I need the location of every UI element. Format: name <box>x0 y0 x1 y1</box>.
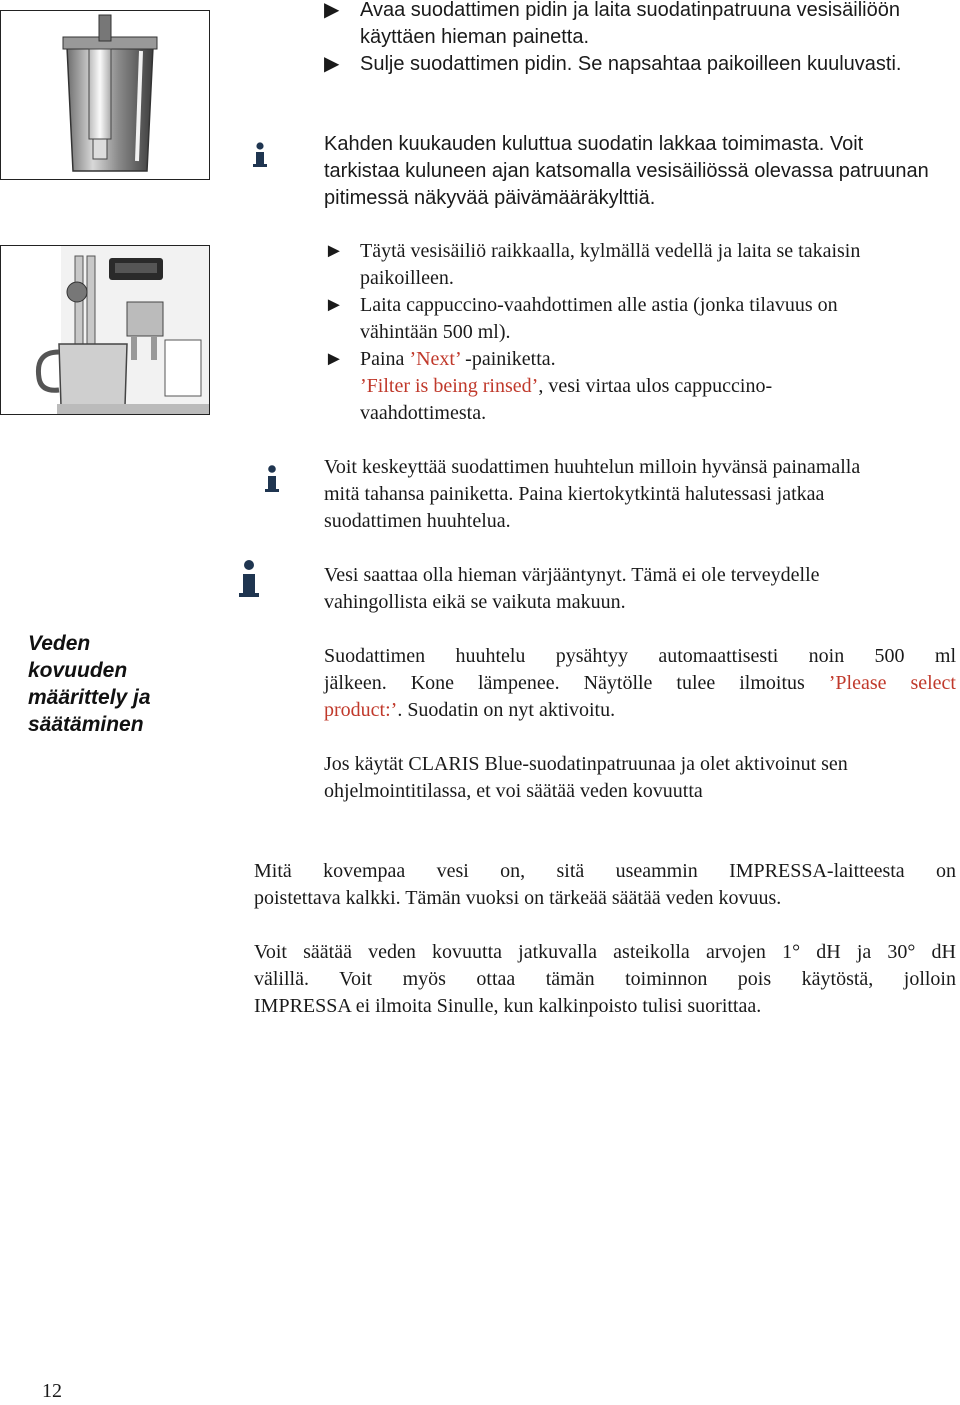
paragraph-line: ohjelmointitilassa, et voi säätää veden kovuutta <box>324 780 703 802</box>
water-tank-filter-image <box>0 10 210 180</box>
rinse-end-paragraph <box>324 643 956 724</box>
coffee-machine-jug-image <box>0 245 210 415</box>
info-icon <box>238 560 260 598</box>
display-message-select: ’Please select <box>828 672 956 694</box>
info-line: Kahden kuukauden kuluttua suodatin lakkaa toimimasta. Voit <box>324 133 864 155</box>
step-text-line: paikoilleen. <box>360 267 454 289</box>
info-icon <box>264 465 280 493</box>
display-message-next: ’Next’ <box>409 348 461 370</box>
step-text-line: käyttäen hieman painetta. <box>360 26 590 48</box>
section-heading <box>28 630 228 738</box>
step-text-line: Täytä vesisäiliö raikkaalla, kylmällä vedellä ja laita se takaisin <box>360 240 861 262</box>
heading-line: määrittely ja <box>28 686 151 709</box>
paragraph-line: Voit säätää veden kovuutta jatkuvalla asteikolla arvojen 1° dH ja 30° dH <box>254 941 956 963</box>
water-tank-illustration <box>1 11 209 179</box>
play-triangle-icon: ▶ <box>324 0 340 21</box>
step-text-line: Avaa suodattimen pidin ja laita suodatinpatruuna vesisäiliöön <box>360 0 900 21</box>
step-insert-filter <box>324 0 954 51</box>
play-triangle-icon: ► <box>324 348 344 370</box>
text-segment: . Suodatin on nyt aktivoitu. <box>397 699 616 721</box>
paragraph-line: poistettava kalkki. Tämän vuoksi on tärkeää säätää veden kovuus. <box>254 887 782 909</box>
heading-line: Veden <box>28 632 91 655</box>
heading-line: säätäminen <box>28 713 144 736</box>
step-text-line <box>360 346 954 373</box>
info-line: tarkistaa kuluneen ajan katsomalla vesisäiliössä olevassa patruunan <box>324 160 929 182</box>
info-line: Vesi saattaa olla hieman värjääntynyt. Tämä ei ole terveydelle <box>324 564 820 586</box>
paragraph-line <box>324 697 956 724</box>
hardness-range-paragraph <box>254 939 956 1020</box>
info-interrupt-rinse <box>324 454 960 535</box>
info-line: pitimessä näkyvää päivämääräkylttiä. <box>324 187 656 209</box>
info-water-color <box>324 562 960 616</box>
step-text-line: vaahdottimesta. <box>360 402 487 424</box>
paragraph-line: Jos käytät CLARIS Blue-suodatinpatruunaa ja olet aktivoinut sen <box>324 753 848 775</box>
paragraph-line: Mitä kovempaa vesi on, sitä useammin IMPRESSA-laitteesta on <box>254 860 956 882</box>
page-number: 12 <box>42 1380 62 1402</box>
info-line: mitä tahansa painiketta. Paina kiertokytkintä halutessasi jatkaa <box>324 483 825 505</box>
step-place-container <box>324 292 954 346</box>
paragraph-line <box>324 670 956 697</box>
filter-rinse-steps <box>324 238 954 427</box>
text-segment: -painiketta. <box>460 348 556 370</box>
paragraph-line: välillä. Voit myös ottaa tämän toiminnon pois käytöstä, jolloin <box>254 968 956 990</box>
text-segment: jälkeen. Kone lämpenee. Näytölle tulee ilmoitus <box>324 672 829 694</box>
info-filter-lifetime <box>324 131 960 212</box>
filter-insert-steps <box>324 0 954 78</box>
info-icon <box>252 142 268 168</box>
claris-note <box>324 751 960 805</box>
paragraph-line: IMPRESSA ei ilmoita Sinulle, kun kalkinpoisto tulisi suorittaa. <box>254 995 762 1017</box>
step-text-line: Sulje suodattimen pidin. Se napsahtaa paikoilleen kuuluvasti. <box>360 53 902 75</box>
info-line: suodattimen huuhtelua. <box>324 510 511 532</box>
display-message-rinsing: ’Filter is being rinsed’ <box>360 375 539 397</box>
paragraph-line: Suodattimen huuhtelu pysähtyy automaattisesti noin 500 ml <box>324 645 956 667</box>
hardness-intro-paragraph <box>254 858 956 912</box>
play-triangle-icon: ▶ <box>324 53 340 75</box>
text-segment: , vesi virtaa ulos cappuccino- <box>538 375 773 397</box>
step-text-line: Laita cappuccino-vaahdottimen alle astia (jonka tilavuus on <box>360 294 838 316</box>
coffee-machine-illustration <box>1 246 209 414</box>
step-close-holder <box>324 51 954 78</box>
heading-line: kovuuden <box>28 659 128 682</box>
info-line: vahingollista eikä se vaikuta makuun. <box>324 591 626 613</box>
info-line: Voit keskeyttää suodattimen huuhtelun milloin hyvänsä painamalla <box>324 456 861 478</box>
rinse-display-note <box>324 373 954 427</box>
step-fill-tank <box>324 238 954 292</box>
step-text-line <box>360 373 954 400</box>
step-press-next <box>324 346 954 373</box>
step-text-line: vähintään 500 ml). <box>360 321 511 343</box>
text-segment: Paina <box>360 348 410 370</box>
play-triangle-icon: ► <box>324 240 344 262</box>
play-triangle-icon: ► <box>324 294 344 316</box>
display-message-product: product:’ <box>324 699 398 721</box>
